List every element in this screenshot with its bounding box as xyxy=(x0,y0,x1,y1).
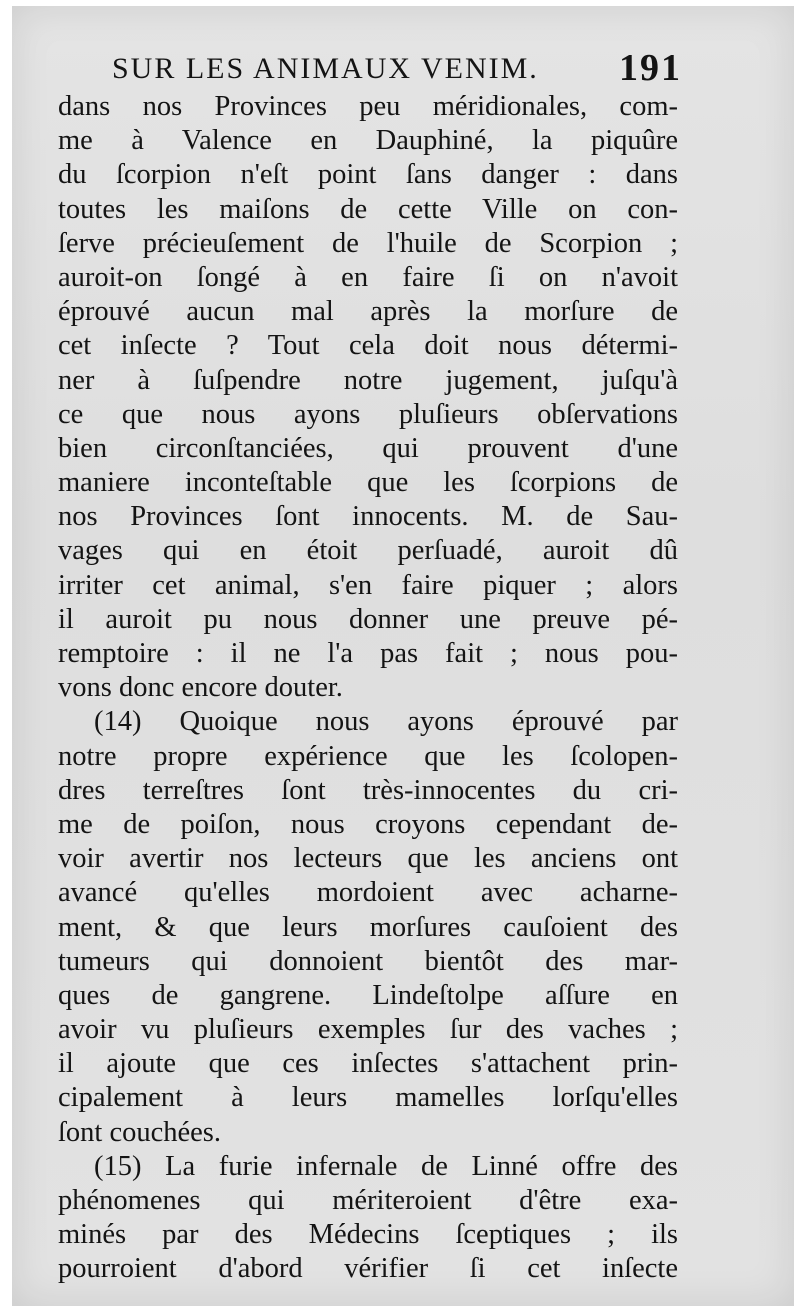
text-line: dres terreſtres ſont très-innocentes du cri- xyxy=(58,774,678,806)
text-line: minés par des Médecins ſceptiques ; ils xyxy=(58,1219,678,1251)
text-line: me à Valence en Dauphiné, la piquûre xyxy=(58,125,678,157)
text-line: me de poiſon, nous croyons cependant de- xyxy=(58,808,678,840)
page-number: 191 xyxy=(619,47,682,89)
text-line: maniere inconteſtable que les ſcorpions de xyxy=(58,467,678,499)
text-line: auroit-on ſongé à en faire ſi on n'avoit xyxy=(58,261,678,293)
text-line: pourroient d'abord vérifier ſi cet inſecte xyxy=(58,1253,678,1285)
book-page xyxy=(12,6,794,1306)
text-line: ment, & que leurs morſures cauſoient des xyxy=(58,911,678,943)
text-line: tumeurs qui donnoient bientôt des mar- xyxy=(58,945,678,977)
text-line: voir avertir nos lecteurs que les anciens ont xyxy=(58,843,678,875)
text-line: il auroit pu nous donner une preuve pé- xyxy=(58,603,678,635)
page-body-text xyxy=(58,90,678,1287)
text-line: remptoire : il ne l'a pas fait ; nous pou- xyxy=(58,638,678,669)
text-line: avoir vu pluſieurs exemples ſur des vaches ; xyxy=(58,1014,678,1046)
paragraph-start-note-14: (14) Quoique nous ayons éprouvé par xyxy=(94,706,678,738)
text-line: éprouvé aucun mal après la morſure de xyxy=(58,296,678,328)
text-line: du ſcorpion n'eſt point ſans danger : dans xyxy=(58,159,678,191)
text-line: vages qui en étoit perſuadé, auroit dû xyxy=(58,535,678,567)
text-line: ques de gangrene. Lindeſtolpe aſſure en xyxy=(58,979,678,1011)
text-line: irriter cet animal, s'en faire piquer ; alors xyxy=(58,569,678,601)
text-line: nos Provinces ſont innocents. M. de Sau- xyxy=(58,501,678,533)
text-line: il ajoute que ces inſectes s'attachent prin- xyxy=(58,1048,678,1080)
text-line: ſerve précieuſement de l'huile de Scorpion ; xyxy=(58,227,678,259)
text-line: phénomenes qui mériteroient d'être exa- xyxy=(58,1185,678,1216)
running-title: SUR LES ANIMAUX VENIM. xyxy=(112,52,539,85)
text-line: ſont couchées. xyxy=(58,1116,222,1148)
text-line: cipalement à leurs mamelles lorſqu'elles xyxy=(58,1082,678,1114)
running-header xyxy=(112,44,682,94)
text-line: dans nos Provinces peu méridionales, com- xyxy=(58,91,678,122)
text-line: ner à ſuſpendre notre jugement, juſqu'à xyxy=(58,364,678,396)
text-line: bien circonſtanciées, qui prouvent d'une xyxy=(58,432,678,464)
text-line: vons donc encore douter. xyxy=(58,672,343,704)
text-line: notre propre expérience que les ſcolopen- xyxy=(58,740,678,772)
text-line: ce que nous ayons pluſieurs obſervations xyxy=(58,398,678,430)
text-line: toutes les maiſons de cette Ville on con- xyxy=(58,193,678,225)
paragraph-start-note-15: (15) La furie infernale de Linné offre des xyxy=(94,1150,678,1182)
text-line: cet inſecte ? Tout cela doit nous détermi- xyxy=(58,330,678,362)
text-line: avancé qu'elles mordoient avec acharne- xyxy=(58,877,678,909)
